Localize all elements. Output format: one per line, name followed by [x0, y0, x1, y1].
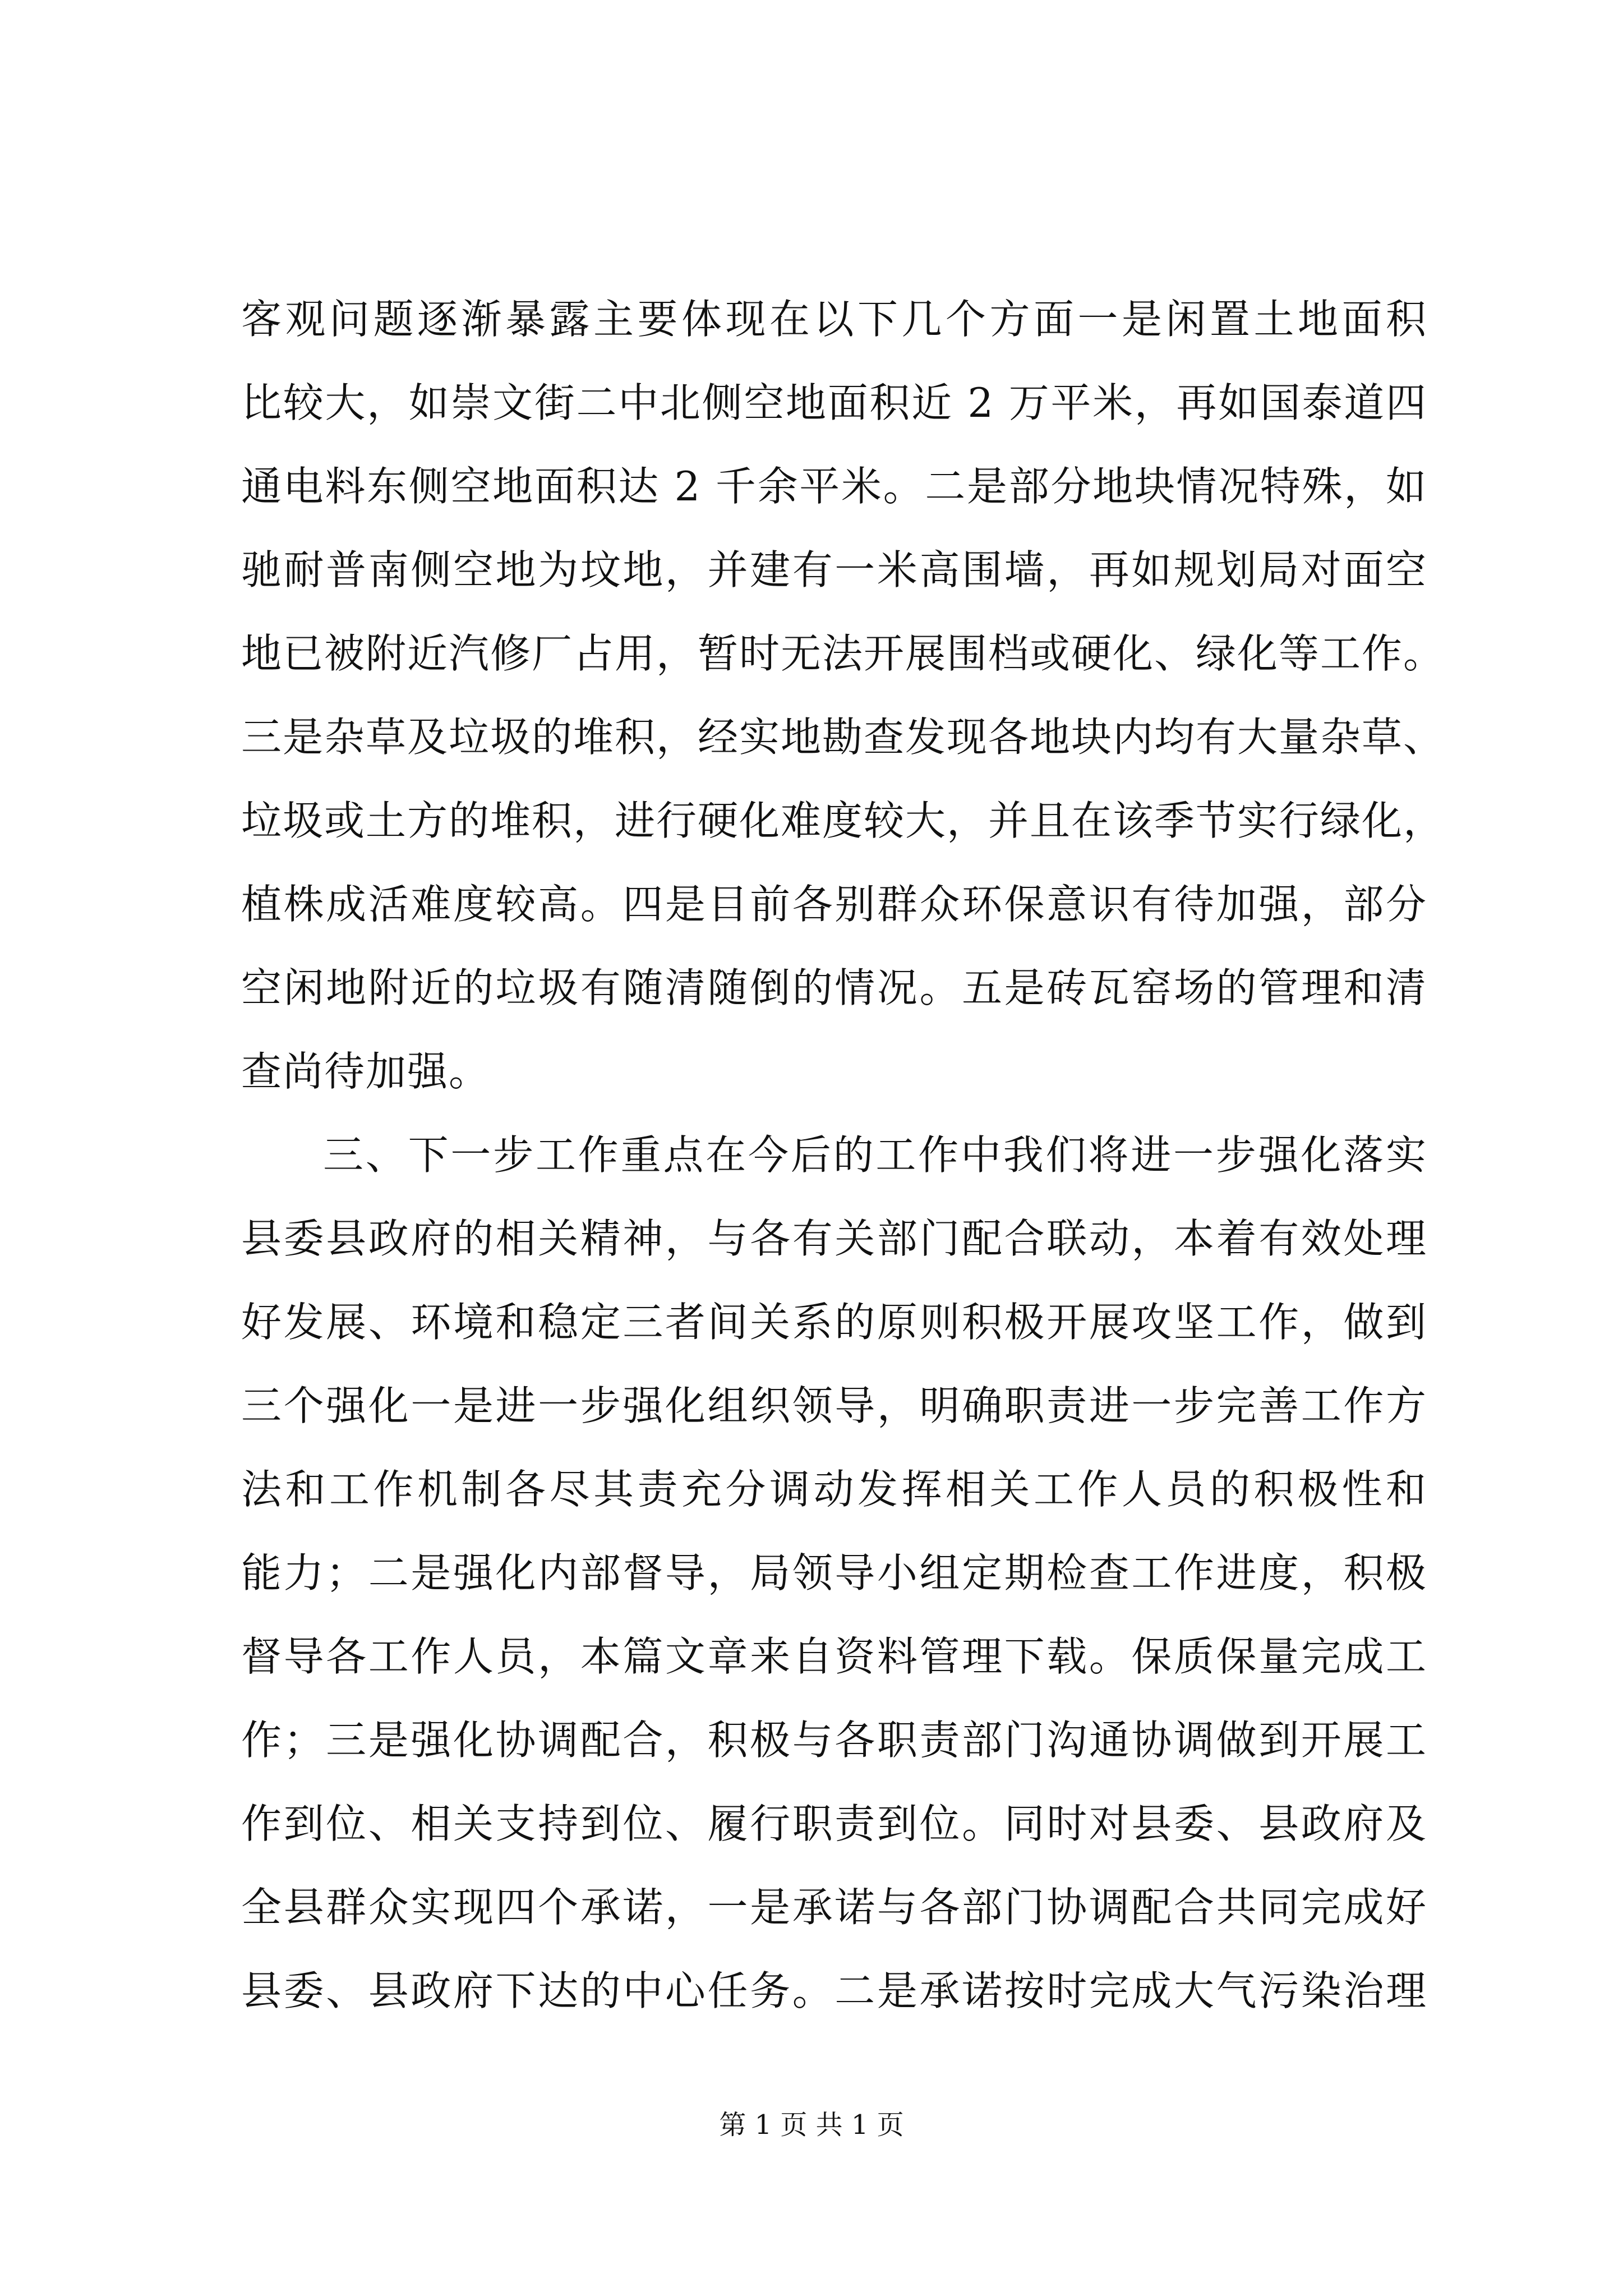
text-line: 客观问题逐渐暴露主要体现在以下几个方面一是闲置土地面积	[241, 296, 1427, 343]
text-line: 比较大，如崇文街二中北侧空地面积近 2 万平米，再如国泰道四	[241, 379, 1427, 426]
text-line: 驰耐普南侧空地为坟地，并建有一米高围墙，再如规划局对面空	[241, 546, 1427, 593]
text-line: 县委、县政府下达的中心任务。二是承诺按时完成大气污染治理	[241, 1967, 1427, 2014]
text-line: 查尚待加强。	[241, 1048, 491, 1095]
text-line: 督导各工作人员，本篇文章来自资料管理下载。保质保量完成工	[241, 1633, 1427, 1680]
text-line: 三是杂草及垃圾的堆积，经实地勘查发现各地块内均有大量杂草、	[241, 714, 1445, 761]
page-number-footer: 第 1 页 共 1 页	[719, 2109, 904, 2141]
text-line: 地已被附近汽修厂占用，暂时无法开展围档或硬化、绿化等工作。	[241, 630, 1445, 677]
paragraph-problems	[241, 278, 1445, 1114]
text-line: 植株成活难度较高。四是目前各别群众环保意识有待加强，部分	[241, 881, 1427, 928]
text-line: 作；三是强化协调配合，积极与各职责部门沟通协调做到开展工	[241, 1717, 1427, 1764]
text-line: 全县群众实现四个承诺，一是承诺与各部门协调配合共同完成好	[241, 1884, 1427, 1931]
text-line: 空闲地附近的垃圾有随清随倒的情况。五是砖瓦窑场的管理和清	[241, 964, 1427, 1011]
text-line: 垃圾或土方的堆积，进行硬化难度较大，并且在该季节实行绿化，	[241, 797, 1445, 844]
text-line: 县委县政府的相关精神，与各有关部门配合联动，本着有效处理	[241, 1215, 1427, 1262]
text-line: 法和工作机制各尽其责充分调动发挥相关工作人员的积极性和	[241, 1466, 1427, 1513]
document-body	[241, 278, 1445, 2033]
text-line: 三、下一步工作重点在今后的工作中我们将进一步强化落实	[323, 1131, 1427, 1179]
text-line: 能力；二是强化内部督导，局领导小组定期检查工作进度，积极	[241, 1549, 1427, 1596]
paragraph-next-steps	[241, 1114, 1427, 2033]
text-line: 三个强化一是进一步强化组织领导，明确职责进一步完善工作方	[241, 1382, 1427, 1429]
text-line: 好发展、环境和稳定三者间关系的原则积极开展攻坚工作，做到	[241, 1299, 1427, 1346]
text-line: 作到位、相关支持到位、履行职责到位。同时对县委、县政府及	[241, 1800, 1427, 1847]
text-line: 通电料东侧空地面积达 2 千余平米。二是部分地块情况特殊，如	[241, 463, 1427, 510]
